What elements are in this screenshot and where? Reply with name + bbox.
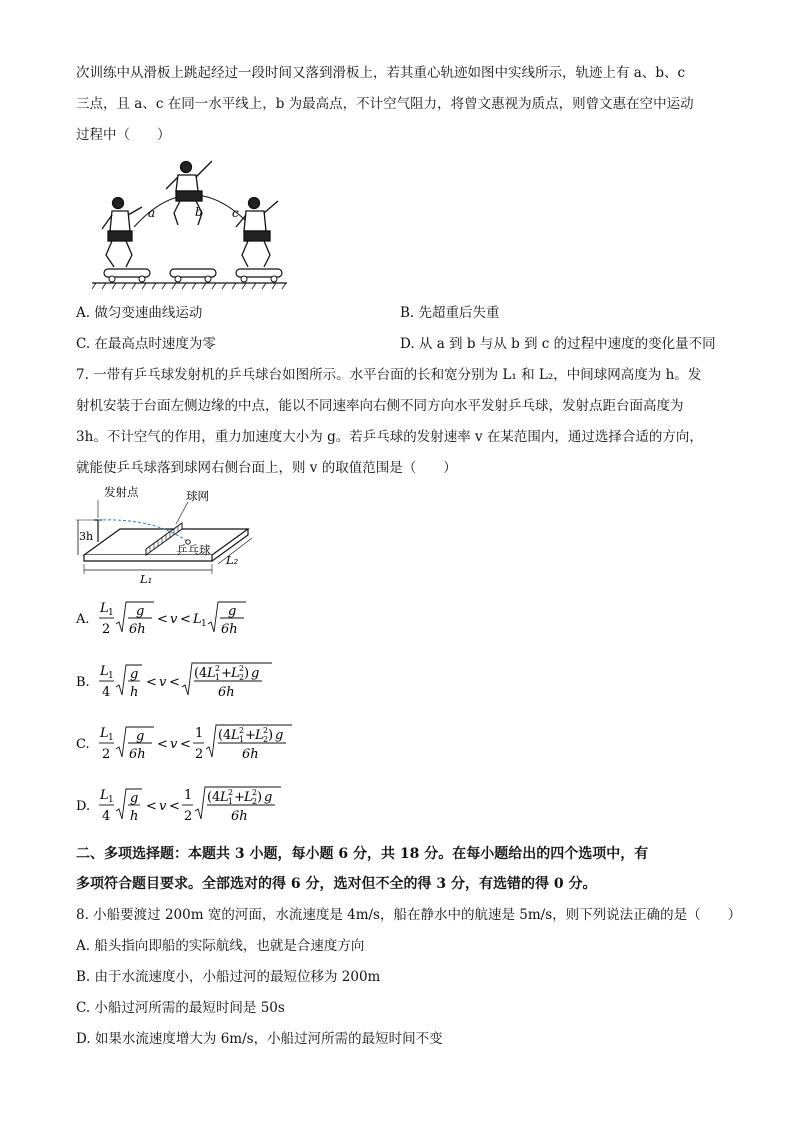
svg-text:(: ( <box>218 728 224 743</box>
svg-text:2: 2 <box>239 664 245 673</box>
section2-title-line-1: 二、多项选择题：本题共 3 小题，每小题 6 分，共 18 分。在每小题给出的四个选项中，有 <box>76 846 649 862</box>
svg-text:L: L <box>100 664 109 679</box>
svg-text:v: v <box>159 799 167 814</box>
svg-text:): ) <box>257 790 263 805</box>
svg-text:B.: B. <box>76 675 90 690</box>
svg-text:L: L <box>100 788 109 803</box>
svg-text:<: < <box>146 675 157 690</box>
svg-text:(: ( <box>194 666 200 681</box>
q6-option-b: B. 先超重后失重 <box>400 305 500 321</box>
q7-stem-line-4: 就能使乒乓球落到球网右侧台面上，则 v 的取值范围是（ ） <box>76 460 457 476</box>
svg-text:2: 2 <box>252 788 258 797</box>
svg-text:<: < <box>169 675 180 690</box>
svg-text:L: L <box>231 666 240 681</box>
q7-option-b <box>76 659 276 703</box>
q8-stem: 8. 小船要渡过 200m 宽的河面，水流速度是 4m/s，船在静水中的航速是 5m/s，则下列说法正确的是（ ） <box>76 907 742 923</box>
svg-text:(: ( <box>207 790 213 805</box>
svg-text:2: 2 <box>239 726 245 735</box>
svg-text:L: L <box>100 726 109 741</box>
svg-text:g: g <box>264 790 273 805</box>
svg-text:L: L <box>255 728 264 743</box>
q6-stem-line-2: 三点，且 a、c 在同一水平线上，b 为最高点，不计空气阻力，将曾文惠视为质点，则曾文惠在空中运动 <box>76 96 694 112</box>
svg-text:6h: 6h <box>218 685 235 700</box>
label-ball: 乒乓球 <box>176 543 211 557</box>
svg-text:1: 1 <box>108 733 114 743</box>
svg-text:g: g <box>228 604 237 619</box>
label-c: c <box>232 206 239 220</box>
q6-option-c: C. 在最高点时速度为零 <box>76 336 216 352</box>
svg-text:4: 4 <box>212 790 221 805</box>
svg-text:h: h <box>130 685 139 700</box>
svg-text:g: g <box>130 791 139 806</box>
ping-pong-table-figure <box>76 484 256 589</box>
svg-text:4: 4 <box>102 685 111 700</box>
svg-text:1: 1 <box>108 795 114 805</box>
svg-text:1: 1 <box>239 735 245 744</box>
svg-text:v: v <box>159 675 167 690</box>
svg-text:L: L <box>220 790 229 805</box>
svg-text:+: + <box>221 666 232 681</box>
svg-text:6h: 6h <box>231 809 248 824</box>
svg-text:v: v <box>170 737 178 752</box>
svg-text:+: + <box>234 790 245 805</box>
svg-text:2: 2 <box>228 788 234 797</box>
label-L1: L₁ <box>140 572 153 586</box>
svg-text:4: 4 <box>199 666 208 681</box>
svg-text:2: 2 <box>184 809 193 824</box>
q6-option-a: A. 做匀变速曲线运动 <box>76 305 203 321</box>
q6-stem-line-3: 过程中（ ） <box>76 127 171 143</box>
svg-text:6h: 6h <box>242 747 259 762</box>
svg-text:2: 2 <box>102 622 111 637</box>
q7-stem-line-3: 3h。不计空气的作用，重力加速度大小为 g。若乒乓球的发射速率 v 在某范围内，通过选择合适的方向， <box>76 429 703 445</box>
q8-option-a: A. 船头指向即船的实际航线，也就是合速度方向 <box>76 938 365 954</box>
svg-text:6h: 6h <box>221 622 238 637</box>
svg-text:1: 1 <box>201 619 207 629</box>
svg-text:1: 1 <box>228 797 234 806</box>
svg-text:1: 1 <box>184 788 193 803</box>
q7-option-c <box>76 721 296 765</box>
svg-text:g: g <box>275 728 284 743</box>
svg-text:C.: C. <box>76 737 90 752</box>
svg-text:6h: 6h <box>129 747 146 762</box>
svg-text:4: 4 <box>102 809 111 824</box>
svg-text:2: 2 <box>263 726 269 735</box>
q6-option-d: D. 从 a 到 b 与从 b 到 c 的过程中速度的变化量不同 <box>400 336 716 352</box>
q8-option-b: B. 由于水流速度小，小船过河的最短位移为 200m <box>76 969 381 985</box>
label-a: a <box>148 206 156 220</box>
q7-option-a <box>76 596 256 640</box>
svg-text:L: L <box>207 666 216 681</box>
svg-text:2: 2 <box>215 664 221 673</box>
svg-text:2: 2 <box>239 673 245 682</box>
svg-text:<: < <box>146 799 157 814</box>
svg-text:+: + <box>245 728 256 743</box>
svg-text:L: L <box>231 728 240 743</box>
svg-text:): ) <box>268 728 274 743</box>
skateboarder-figure <box>92 155 292 290</box>
svg-text:h: h <box>130 809 139 824</box>
svg-text:2: 2 <box>263 735 269 744</box>
svg-text:1: 1 <box>108 671 114 681</box>
svg-text:L: L <box>193 612 202 627</box>
label-3h: 3h <box>79 530 94 543</box>
label-launch-point: 发射点 <box>104 485 139 499</box>
section2-title-line-2: 多项符合题目要求。全部选对的得 6 分，选对但不全的得 3 分，有选错的得 0 分。 <box>76 876 597 892</box>
svg-text:): ) <box>244 666 250 681</box>
q7-stem-line-1: 7. 一带有乒乓球发射机的乒乓球台如图所示。水平台面的长和宽分别为 L₁ 和 L₂，中间球网高度为 h。发 <box>76 367 702 383</box>
svg-text:D.: D. <box>76 799 91 814</box>
svg-text:g: g <box>136 604 145 619</box>
svg-text:2: 2 <box>102 747 111 762</box>
svg-text:<: < <box>180 612 191 627</box>
q8-option-c: C. 小船过河所需的最短时间是 50s <box>76 1000 285 1016</box>
svg-text:g: g <box>130 667 139 682</box>
svg-text:<: < <box>157 612 168 627</box>
svg-text:6h: 6h <box>129 622 146 637</box>
svg-text:<: < <box>157 737 168 752</box>
svg-text:A.: A. <box>76 612 90 627</box>
svg-text:L: L <box>100 601 109 616</box>
svg-text:1: 1 <box>108 608 114 618</box>
label-b: b <box>195 205 203 219</box>
label-net: 球网 <box>186 489 209 503</box>
svg-text:1: 1 <box>215 673 221 682</box>
svg-text:2: 2 <box>195 747 204 762</box>
q6-stem-line-1: 次训练中从滑板上跳起经过一段时间又落到滑板上，若其重心轨迹如图中实线所示，轨迹上有 a、b、c <box>76 65 686 81</box>
svg-text:<: < <box>169 799 180 814</box>
svg-text:2: 2 <box>252 797 258 806</box>
svg-text:1: 1 <box>195 726 204 741</box>
q7-stem-line-2: 射机安装于台面左侧边缘的中点，能以不同速率向右侧不同方向水平发射乒乓球，发射点距台面高度为 <box>76 398 684 414</box>
label-L2: L₂ <box>226 553 239 567</box>
svg-text:4: 4 <box>223 728 232 743</box>
svg-text:L: L <box>244 790 253 805</box>
svg-text:<: < <box>180 737 191 752</box>
svg-text:g: g <box>251 666 260 681</box>
svg-text:v: v <box>170 612 178 627</box>
svg-text:g: g <box>136 729 145 744</box>
q8-option-d: D. 如果水流速度增大为 6m/s，小船过河所需的最短时间不变 <box>76 1031 443 1047</box>
q7-option-d <box>76 783 296 827</box>
